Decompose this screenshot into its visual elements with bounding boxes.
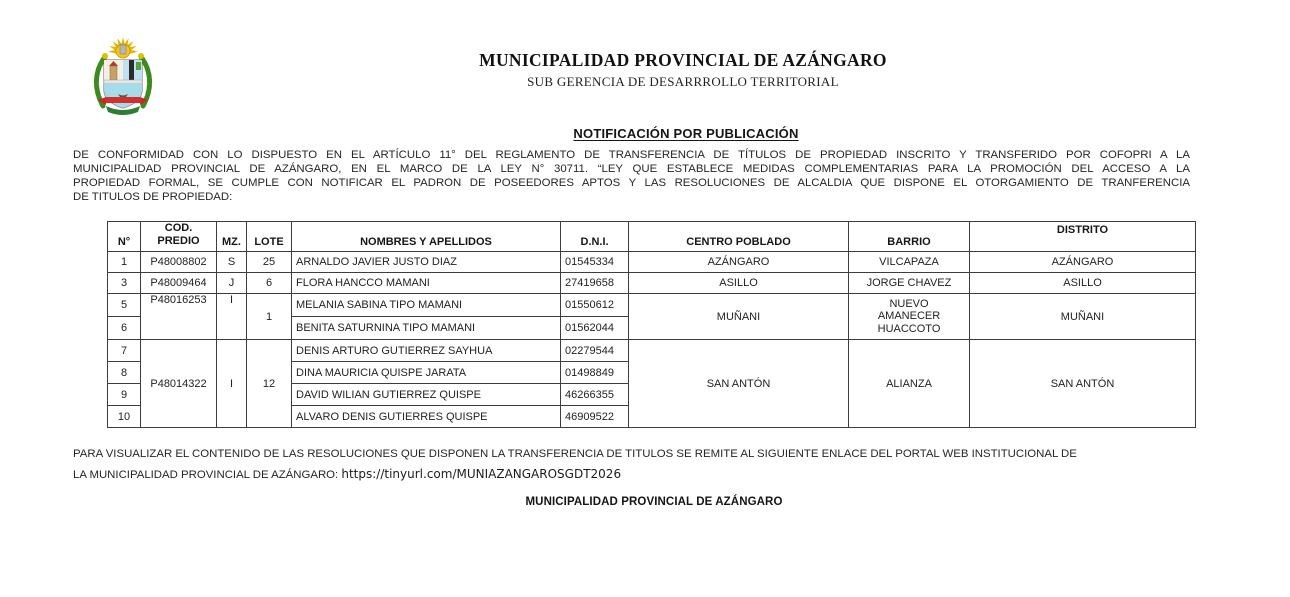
cell-dni: 01545334	[561, 252, 629, 273]
footer-signature: MUNICIPALIDAD PROVINCIAL DE AZÁNGARO	[525, 496, 783, 508]
cell-numero: 9	[108, 384, 141, 406]
footer-note-line-prefix: LA MUNICIPALIDAD PROVINCIAL DE AZÁNGARO:	[73, 469, 342, 481]
cell-distrito: SAN ANTÓN	[970, 340, 1196, 428]
cell-nombres-apellidos: ARNALDO JAVIER JUSTO DIAZ	[292, 252, 561, 273]
column-header: CENTRO POBLADO	[629, 222, 849, 252]
padron-table	[107, 221, 1196, 428]
table-row	[108, 252, 1196, 273]
page-title: MUNICIPALIDAD PROVINCIAL DE AZÁNGARO	[479, 50, 887, 70]
notice-line: DE CONFORMIDAD CON LO DISPUESTO EN EL ARTÍCULO 11° DEL REGLAMENTO DE TRANSFERENCIA DE TÍTULOS DE PROPIEDAD INSCRITO Y TRANSFERIDO POR COFOPRI A LA	[73, 149, 1190, 161]
page-subtitle: SUB GERENCIA DE DESARRROLLO TERRITORIAL	[527, 74, 839, 89]
cell-lote: 1	[247, 294, 292, 340]
cell-lote: 12	[247, 340, 292, 428]
table-row	[108, 294, 1196, 317]
cell-numero: 3	[108, 273, 141, 294]
cell-lote: 6	[247, 273, 292, 294]
cell-numero: 7	[108, 340, 141, 362]
notice-line: PROPIEDAD FORMAL, SE CUMPLE CON NOTIFICAR EL PADRON DE POSEEDORES APTOS Y LAS RESOLUCIONES DE ALCALDIA QUE DISPONE EL OTORGAMIENTO DE TRANFERENCIA	[73, 177, 1190, 189]
cell-dni: 02279544	[561, 340, 629, 362]
table-row	[108, 273, 1196, 294]
cell-dni: 01562044	[561, 317, 629, 340]
cell-barrio: JORGE CHAVEZ	[849, 273, 970, 294]
table-header-row	[108, 222, 1196, 252]
cell-nombres-apellidos: BENITA SATURNINA TIPO MAMANI	[292, 317, 561, 340]
cell-cod-predio: P48008802	[141, 252, 217, 273]
cell-numero: 1	[108, 252, 141, 273]
cell-numero: 10	[108, 406, 141, 428]
cell-dni: 01498849	[561, 362, 629, 384]
cell-nombres-apellidos: DENIS ARTURO GUTIERREZ SAYHUA	[292, 340, 561, 362]
cell-cod-predio: P48014322	[141, 340, 217, 428]
column-header: N°	[108, 222, 141, 252]
column-header: DISTRITO	[970, 222, 1196, 252]
cell-centro-poblado: MUÑANI	[629, 294, 849, 340]
footer-note-line	[73, 464, 1190, 484]
cell-numero: 5	[108, 294, 141, 317]
cell-nombres-apellidos: DINA MAURICIA QUISPE JARATA	[292, 362, 561, 384]
cell-centro-poblado: SAN ANTÓN	[629, 340, 849, 428]
cell-dni: 27419658	[561, 273, 629, 294]
column-header: MZ.	[217, 222, 247, 252]
cell-nombres-apellidos: DAVID WILIAN GUTIERREZ QUISPE	[292, 384, 561, 406]
cell-nombres-apellidos: FLORA HANCCO MAMANI	[292, 273, 561, 294]
cell-lote: 25	[247, 252, 292, 273]
column-header: COD. PREDIO	[141, 222, 217, 252]
cell-distrito: MUÑANI	[970, 294, 1196, 340]
table-row	[108, 340, 1196, 362]
header-title-block	[76, 50, 1290, 90]
cell-mz: I	[217, 294, 247, 340]
portal-link[interactable]: https://tinyurl.com/MUNIAZANGAROSGDT2026	[341, 467, 622, 481]
notice-heading: NOTIFICACIÓN POR PUBLICACIÓN	[573, 126, 799, 141]
cell-mz: I	[217, 340, 247, 428]
notice-line: MUNICIPALIDAD PROVINCIAL DE AZÁNGARO, EN EL MARCO DE LA LEY N° 30711. “LEY QUE ESTABLECE MEDIDAS COMPLEMENTARIAS PARA LA PROMOCIÓN DEL ACCESO A LA	[73, 163, 1190, 175]
column-header: BARRIO	[849, 222, 970, 252]
cell-dni: 46909522	[561, 406, 629, 428]
cell-dni: 46266355	[561, 384, 629, 406]
cell-nombres-apellidos: ALVARO DENIS GUTIERRES QUISPE	[292, 406, 561, 428]
cell-distrito: ASILLO	[970, 273, 1196, 294]
column-header: LOTE	[247, 222, 292, 252]
cell-mz: J	[217, 273, 247, 294]
notice-paragraph	[73, 148, 1190, 204]
cell-nombres-apellidos: MELANIA SABINA TIPO MAMANI	[292, 294, 561, 317]
cell-numero: 6	[108, 317, 141, 340]
footer-note	[73, 444, 1190, 484]
cell-centro-poblado: AZÁNGARO	[629, 252, 849, 273]
footer-note-line: PARA VISUALIZAR EL CONTENIDO DE LAS RESOLUCIONES QUE DISPONEN LA TRANSFERENCIA DE TITULOS SE REMITE AL SIGUIENTE ENLACE DEL PORTAL WEB INSTITUCIONAL DE	[73, 448, 1077, 460]
cell-cod-predio: P48016253	[141, 294, 217, 340]
cell-barrio: ALIANZA	[849, 340, 970, 428]
column-header: D.N.I.	[561, 222, 629, 252]
cell-mz: S	[217, 252, 247, 273]
cell-barrio: NUEVO AMANECER HUACCOTO	[849, 294, 970, 340]
cell-centro-poblado: ASILLO	[629, 273, 849, 294]
cell-numero: 8	[108, 362, 141, 384]
notice-line: DE TITULOS DE PROPIEDAD:	[73, 191, 233, 203]
cell-barrio: VILCAPAZA	[849, 252, 970, 273]
cell-distrito: AZÁNGARO	[970, 252, 1196, 273]
cell-dni: 01550612	[561, 294, 629, 317]
column-header: NOMBRES Y APELLIDOS	[292, 222, 561, 252]
cell-cod-predio: P48009464	[141, 273, 217, 294]
